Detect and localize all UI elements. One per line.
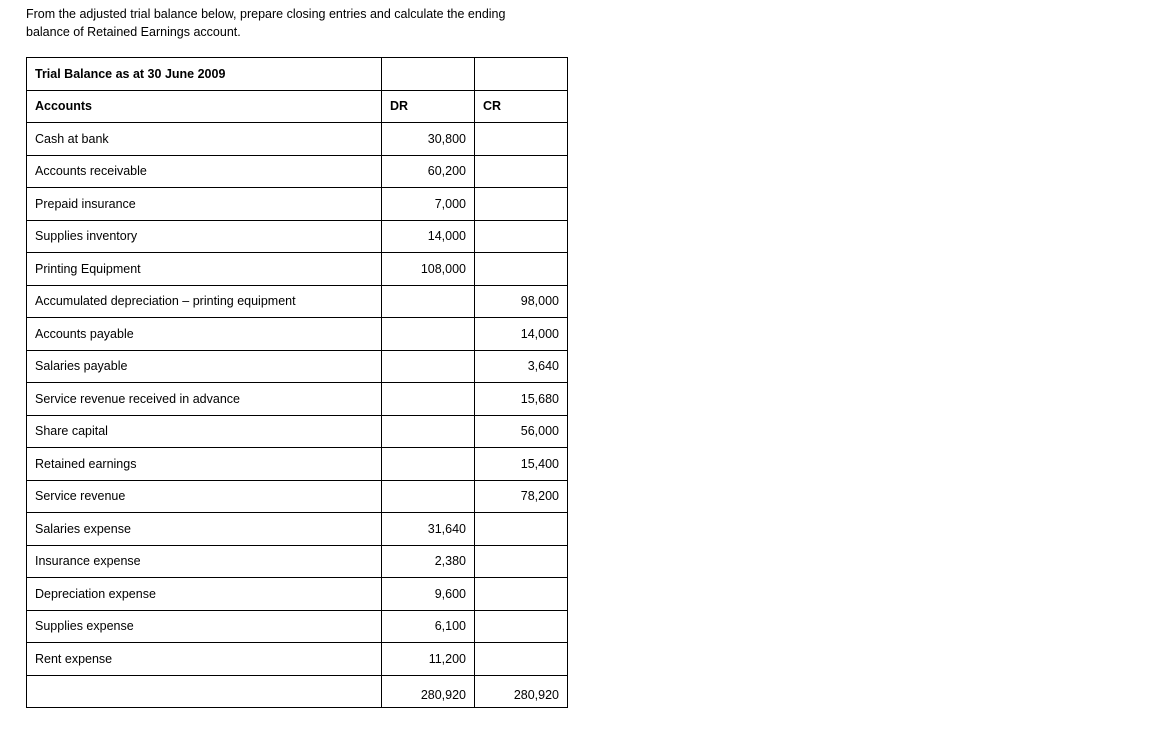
dr-cell: [382, 415, 475, 448]
dr-cell: 14,000: [382, 220, 475, 253]
cr-cell: [475, 123, 568, 156]
instructions-text: [26, 5, 566, 41]
dr-cell: [382, 480, 475, 513]
table-header-row: [27, 90, 568, 123]
cr-cell: [475, 513, 568, 546]
dr-cell: [382, 318, 475, 351]
dr-cell: 2,380: [382, 545, 475, 578]
table-row: [27, 220, 568, 253]
table-row: [27, 253, 568, 286]
table-row: [27, 480, 568, 513]
account-cell: Supplies expense: [27, 610, 382, 643]
account-cell: Service revenue: [27, 480, 382, 513]
account-cell: Prepaid insurance: [27, 188, 382, 221]
table-row: [27, 285, 568, 318]
cr-cell: [475, 220, 568, 253]
account-cell: Accounts receivable: [27, 155, 382, 188]
cr-cell: [475, 578, 568, 611]
account-cell: Rent expense: [27, 643, 382, 676]
dr-cell: [382, 448, 475, 481]
dr-cell: 9,600: [382, 578, 475, 611]
table-row: [27, 578, 568, 611]
total-cr-cell: 280,920: [475, 675, 568, 708]
dr-cell: [382, 383, 475, 416]
account-cell: Cash at bank: [27, 123, 382, 156]
dr-cell: 60,200: [382, 155, 475, 188]
instructions-line-2: balance of Retained Earnings account.: [26, 25, 241, 39]
account-cell: Depreciation expense: [27, 578, 382, 611]
header-dr: DR: [382, 90, 475, 123]
dr-cell: 108,000: [382, 253, 475, 286]
table-row: [27, 415, 568, 448]
dr-cell: 6,100: [382, 610, 475, 643]
cr-cell: 14,000: [475, 318, 568, 351]
account-cell: Supplies inventory: [27, 220, 382, 253]
cr-cell: 98,000: [475, 285, 568, 318]
account-cell: Salaries payable: [27, 350, 382, 383]
account-cell: Printing Equipment: [27, 253, 382, 286]
dr-cell: [382, 285, 475, 318]
cr-cell: 15,680: [475, 383, 568, 416]
account-cell: Salaries expense: [27, 513, 382, 546]
cr-cell: [475, 155, 568, 188]
table-row: [27, 643, 568, 676]
table-row: [27, 188, 568, 221]
account-cell: Accumulated depreciation – printing equipment: [27, 285, 382, 318]
dr-cell: 7,000: [382, 188, 475, 221]
cr-cell: 15,400: [475, 448, 568, 481]
total-dr-cell: 280,920: [382, 675, 475, 708]
trial-balance-table: [26, 57, 568, 708]
table-row: [27, 123, 568, 156]
account-cell: Retained earnings: [27, 448, 382, 481]
cr-cell: [475, 610, 568, 643]
totals-row: [27, 675, 568, 708]
table-row: [27, 318, 568, 351]
dr-cell: 11,200: [382, 643, 475, 676]
account-cell: Service revenue received in advance: [27, 383, 382, 416]
account-cell: Insurance expense: [27, 545, 382, 578]
table-row: [27, 513, 568, 546]
cr-cell: [475, 253, 568, 286]
cr-cell: 3,640: [475, 350, 568, 383]
table-row: [27, 155, 568, 188]
table-row: [27, 448, 568, 481]
account-cell: Accounts payable: [27, 318, 382, 351]
table-row: [27, 383, 568, 416]
instructions-line-1: From the adjusted trial balance below, prepare closing entries and calculate the ending: [26, 7, 506, 21]
dr-cell: 30,800: [382, 123, 475, 156]
table-title-empty-cell: [475, 58, 568, 91]
table-title-empty-cell: [382, 58, 475, 91]
totals-label-cell: [27, 675, 382, 708]
table-row: [27, 545, 568, 578]
dr-cell: 31,640: [382, 513, 475, 546]
cr-cell: 56,000: [475, 415, 568, 448]
cr-cell: [475, 188, 568, 221]
table-title-row: [27, 58, 568, 91]
table-title: Trial Balance as at 30 June 2009: [27, 58, 382, 91]
table-row: [27, 350, 568, 383]
cr-cell: 78,200: [475, 480, 568, 513]
cr-cell: [475, 643, 568, 676]
table-row: [27, 610, 568, 643]
cr-cell: [475, 545, 568, 578]
dr-cell: [382, 350, 475, 383]
header-cr: CR: [475, 90, 568, 123]
header-accounts: Accounts: [27, 90, 382, 123]
account-cell: Share capital: [27, 415, 382, 448]
